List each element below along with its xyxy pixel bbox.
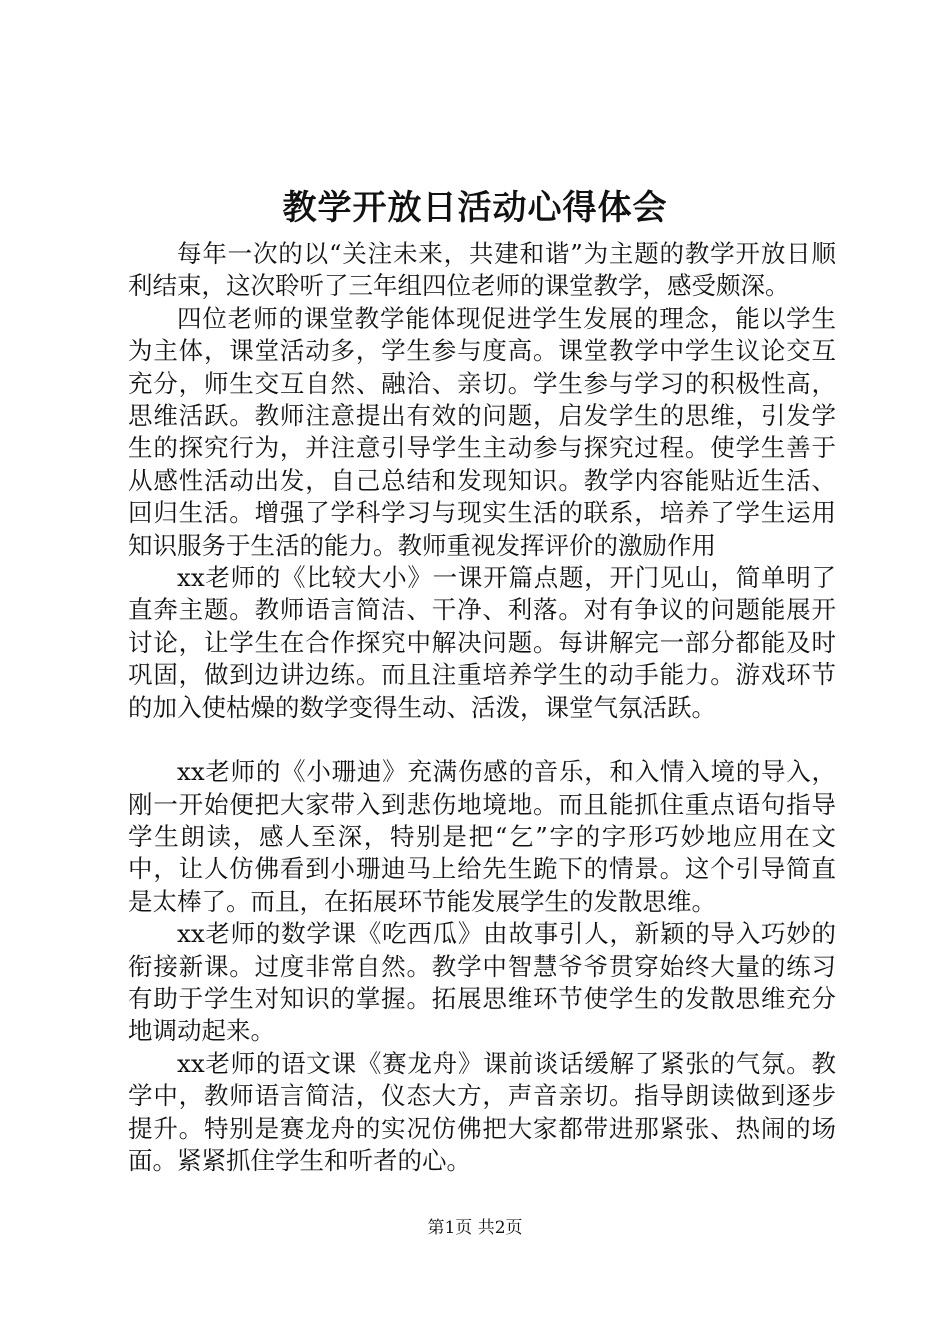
paragraph-dragon-boat: xx老师的语文课《赛龙舟》课前谈话缓解了紧张的气氛。教学中，教师语言简洁，仪态大方，声音亲切。指导朗读做到逐步提升。特别是赛龙舟的实况仿佛把大家都带进那紧张、热闹的场面。紧紧抓住学生和听者的心。	[128, 1048, 836, 1175]
paragraph-intro: 每年一次的以“关注未来，共建和谐”为主题的教学开放日顺利结束，这次聆听了三年组四位老师的课堂教学，感受颇深。	[128, 239, 836, 301]
paragraph-compare-size: xx老师的《比较大小》一课开篇点题，开门见山，简单明了直奔主题。教师语言简洁、干净、利落。对有争议的问题能展开讨论，让学生在合作探究中解决问题。每讲解完一部分都能及时巩固，做到边讲边练。而且注重培养学生的动手能力。游戏环节的加入使枯燥的数学变得生动、活泼，课堂气氛活跃。	[128, 563, 836, 722]
document-title: 教学开放日活动心得体会	[282, 188, 668, 228]
paragraph-overview: 四位老师的课堂教学能体现促进学生发展的理念，能以学生为主体，课堂活动多，学生参与度高。课堂教学中学生议论交互充分，师生交互自然、融洽、亲切。学生参与学习的积极性高，思维活跃。教师注意提出有效的问题，启发学生的思维，引发学生的探究行为，并注意引导学生主动参与探究过程。使学生善于从感性活动出发，自己总结和发现知识。教学内容能贴近生活、回归生活。增强了学科学习与现实生活的联系，培养了学生运用知识服务于生活的能力。教师重视发挥评价的激励作用	[128, 303, 836, 560]
document-body	[128, 238, 836, 1177]
page-footer: 第1页 共2页	[427, 1218, 523, 1238]
paragraph-eating-watermelon: xx老师的数学课《吃西瓜》由故事引人，新颖的导入巧妙的衔接新课。过度非常自然。教学中智慧爷爷贯穿始终大量的练习有助于学生对知识的掌握。拓展思维环节使学生的发散思维充分地调动起来。	[128, 919, 836, 1046]
paragraph-little-sandy: xx老师的《小珊迪》充满伤感的音乐，和入情入境的导入，刚一开始便把大家带入到悲伤地境地。而且能抓住重点语句指导学生朗读，感人至深，特别是把“乞”字的字形巧妙地应用在文中，让人仿佛看到小珊迪马上给先生跪下的情景。这个引导简直是太棒了。而且，在拓展环节能发展学生的发散思维。	[128, 757, 836, 916]
